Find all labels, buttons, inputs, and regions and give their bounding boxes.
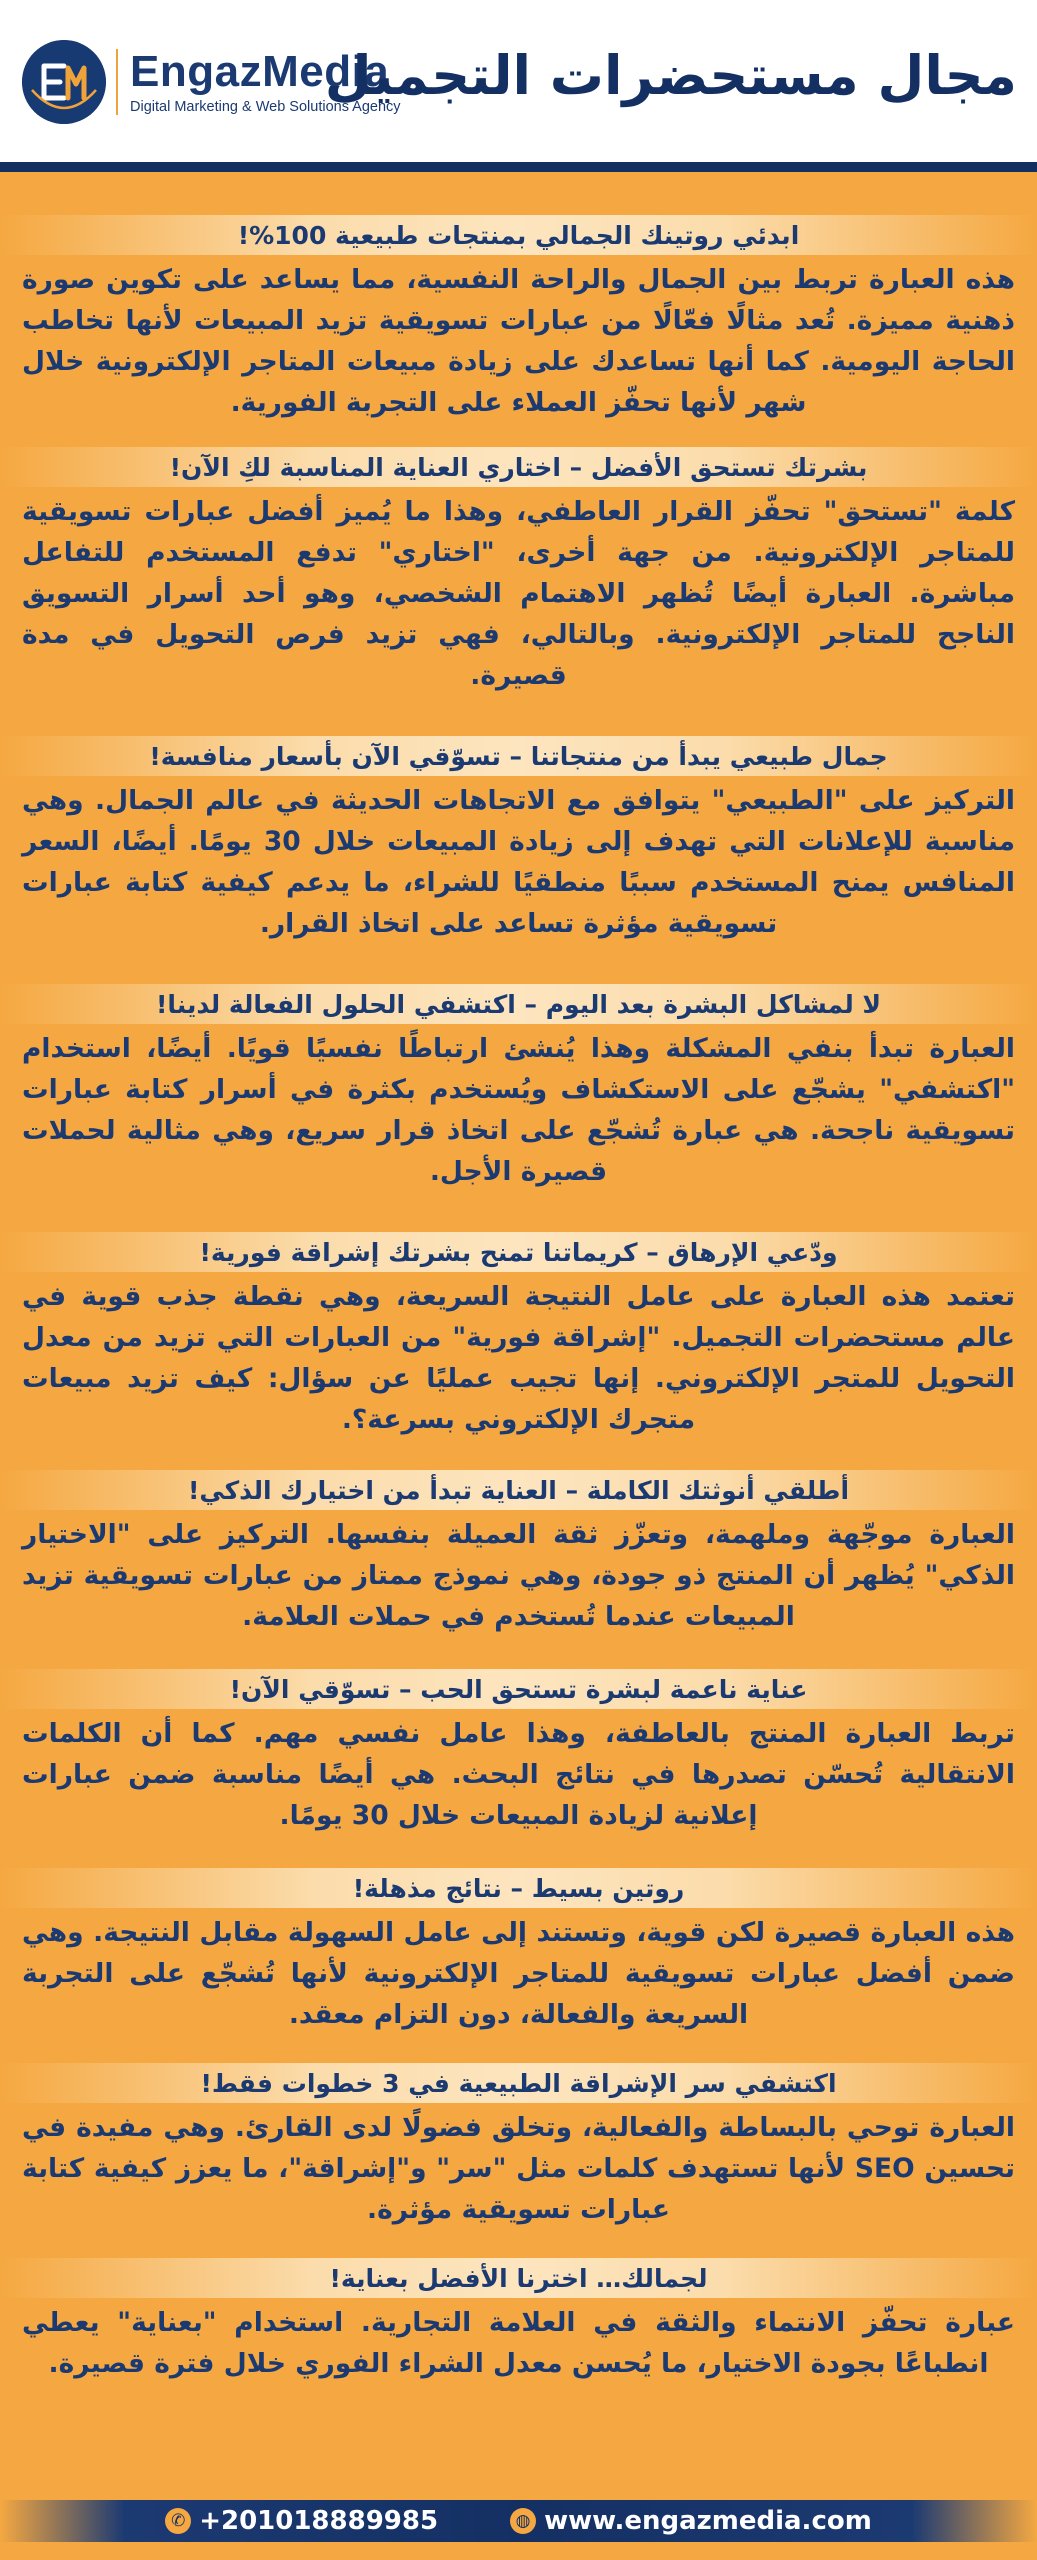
section-8 <box>0 1868 1037 2035</box>
section-heading: لا لمشاكل البشرة بعد اليوم – اكتشفي الحلول الفعالة لدينا! <box>155 989 882 1019</box>
section-9 <box>0 2063 1037 2230</box>
section-heading-bar <box>0 736 1037 776</box>
section-heading: بشرتك تستحق الأفضل – اختاري العناية المناسبة لكِ الآن! <box>169 452 868 482</box>
section-body: عبارة تحفّز الانتماء والثقة في العلامة التجارية. استخدام "بعناية" يعطي انطباعًا بجودة الاختيار، ما يُحسن معدل الشراء الفوري خلال فترة قصيرة. <box>22 2307 1015 2379</box>
section-heading: روتين بسيط – نتائج مذهلة! <box>352 1873 685 1903</box>
section-heading-bar <box>0 1232 1037 1272</box>
section-heading: ودّعي الإرهاق – كريماتنا تمنح بشرتك إشراقة فورية! <box>199 1237 838 1267</box>
section-3 <box>0 736 1037 944</box>
section-1 <box>0 215 1037 423</box>
section-body: تربط العبارة المنتج بالعاطفة، وهذا عامل نفسي مهم. كما أن الكلمات الانتقالية تُحسّن تصدرها في نتائج البحث. هي أيضًا مناسبة ضمن عبارات إعلانية لزيادة المبيعات خلال 30 يومًا. <box>22 1718 1015 1831</box>
section-heading-bar <box>0 1669 1037 1709</box>
section-7 <box>0 1669 1037 1836</box>
section-body: هذه العبارة قصيرة لكن قوية، وتستند إلى عامل السهولة مقابل النتيجة. وهي ضمن أفضل عبارات تسويقية للمتاجر الإلكترونية لأنها تُشجّع على التجربة السريعة والفعالة، دون التزام معقد. <box>22 1917 1015 2030</box>
section-2 <box>0 447 1037 696</box>
section-heading: اكتشفي سر الإشراقة الطبيعية في 3 خطوات فقط! <box>200 2068 837 2098</box>
section-body: تعتمد هذه العبارة على عامل النتيجة السريعة، وهي نقطة جذب قوية في عالم مستحضرات التجميل. "إشراقة فورية" من العبارات التي تزيد من معدل التحويل للمتجر الإلكتروني. إنها تجيب عمليًا عن سؤال: كيف تزيد مبيعات متجرك الإلكتروني بسرعة؟. <box>22 1281 1015 1435</box>
website-url: www.engazmedia.com <box>544 2506 872 2536</box>
section-heading: أطلقي أنوثتك الكاملة – العناية تبدأ من اختيارك الذكي! <box>187 1475 850 1505</box>
header <box>0 0 1037 162</box>
phone-icon: ✆ <box>165 2508 191 2534</box>
section-heading: جمال طبيعي يبدأ من منتجاتنا – تسوّقي الآن بأسعار منافسة! <box>149 741 888 771</box>
logo-mark <box>22 40 106 124</box>
section-heading: لجمالك… اخترنا الأفضل بعناية! <box>329 2263 708 2293</box>
section-heading-bar <box>0 215 1037 255</box>
section-5 <box>0 1232 1037 1440</box>
section-heading-bar <box>0 447 1037 487</box>
footer <box>0 2500 1037 2542</box>
section-6 <box>0 1470 1037 1637</box>
section-body: هذه العبارة تربط بين الجمال والراحة النفسية، مما يساعد على تكوين صورة ذهنية مميزة. تُعد مثالًا فعّالًا من عبارات تسويقية تزيد المبيعات لأنها تخاطب الحاجة اليومية. كما أنها تساعدك على زيادة مبيعات المتاجر الإلكترونية خلال شهر لأنها تحفّز العملاء على التجربة الفورية. <box>22 264 1015 418</box>
brand-name: EngazMedia <box>130 47 390 96</box>
section-body: كلمة "تستحق" تحفّز القرار العاطفي، وهذا ما يُميز أفضل عبارات تسويقية للمتاجر الإلكترونية. من جهة أخرى، "اختاري" تدفع المستخدم للتفاعل مباشرة. العبارة أيضًا تُظهر الاهتمام الشخصي، وهو أحد أسرار التسويق الناجح للمتاجر الإلكترونية. وبالتالي، فهي تزيد فرص التحويل في مدة قصيرة. <box>22 496 1015 691</box>
section-4 <box>0 984 1037 1192</box>
section-10 <box>0 2258 1037 2384</box>
section-heading-bar <box>0 2258 1037 2298</box>
section-heading-bar <box>0 1470 1037 1510</box>
section-heading-bar <box>0 1868 1037 1908</box>
section-heading: عناية ناعمة لبشرة تستحق الحب – تسوّقي الآن! <box>229 1674 808 1704</box>
section-heading: ابدئي روتينك الجمالي بمنتجات طبيعية 100%! <box>237 220 800 250</box>
page-title: مجال مستحضرات التجميل <box>324 44 1017 107</box>
section-body: العبارة توحي بالبساطة والفعالية، وتخلق فضولًا لدى القارئ. وهي مفيدة في تحسين SEO لأنها تستهدف كلمات مثل "سر" و"إشراقة"، ما يعزز كيفية كتابة عبارات تسويقية مؤثرة. <box>22 2112 1016 2225</box>
logo-divider <box>116 49 118 115</box>
em-logo-icon <box>22 40 106 124</box>
brand-tagline: Digital Marketing & Web Solutions Agency <box>130 99 401 115</box>
section-heading-bar <box>0 2063 1037 2103</box>
phone-number: +201018889985 <box>199 2506 439 2536</box>
section-body: التركيز على "الطبيعي" يتوافق مع الاتجاهات الحديثة في عالم الجمال. وهي مناسبة للإعلانات التي تهدف إلى زيادة المبيعات خلال 30 يومًا. أيضًا، السعر المنافس يمنح المستخدم سببًا منطقيًا للشراء، ما يدعم كيفية كتابة عبارات تسويقية مؤثرة تساعد على اتخاذ القرار. <box>22 785 1015 939</box>
footer-phone[interactable] <box>165 2506 438 2536</box>
sections-list <box>0 215 1037 2384</box>
section-body: العبارة تبدأ بنفي المشكلة وهذا يُنشئ ارتباطًا نفسيًا قويًا. أيضًا، استخدام "اكتشفي" يشجّع على الاستكشاف ويُستخدم بكثرة في أسرار كتابة عبارات تسويقية ناجحة. هي عبارة تُشجّع على اتخاذ قرار سريع، وهي مثالية لحملات قصيرة الأجل. <box>22 1033 1015 1187</box>
footer-website[interactable] <box>510 2506 872 2536</box>
section-heading-bar <box>0 984 1037 1024</box>
section-body: العبارة موجّهة وملهمة، وتعزّز ثقة العميلة بنفسها. التركيز على "الاختيار الذكي" يُظهر أن المنتج ذو جودة، وهي نموذج ممتاز من عبارات تسويقية تزيد المبيعات عندما تُستخدم في حملات العلامة. <box>22 1519 1015 1632</box>
globe-icon: ◍ <box>510 2508 536 2534</box>
header-divider-bar <box>0 162 1037 172</box>
